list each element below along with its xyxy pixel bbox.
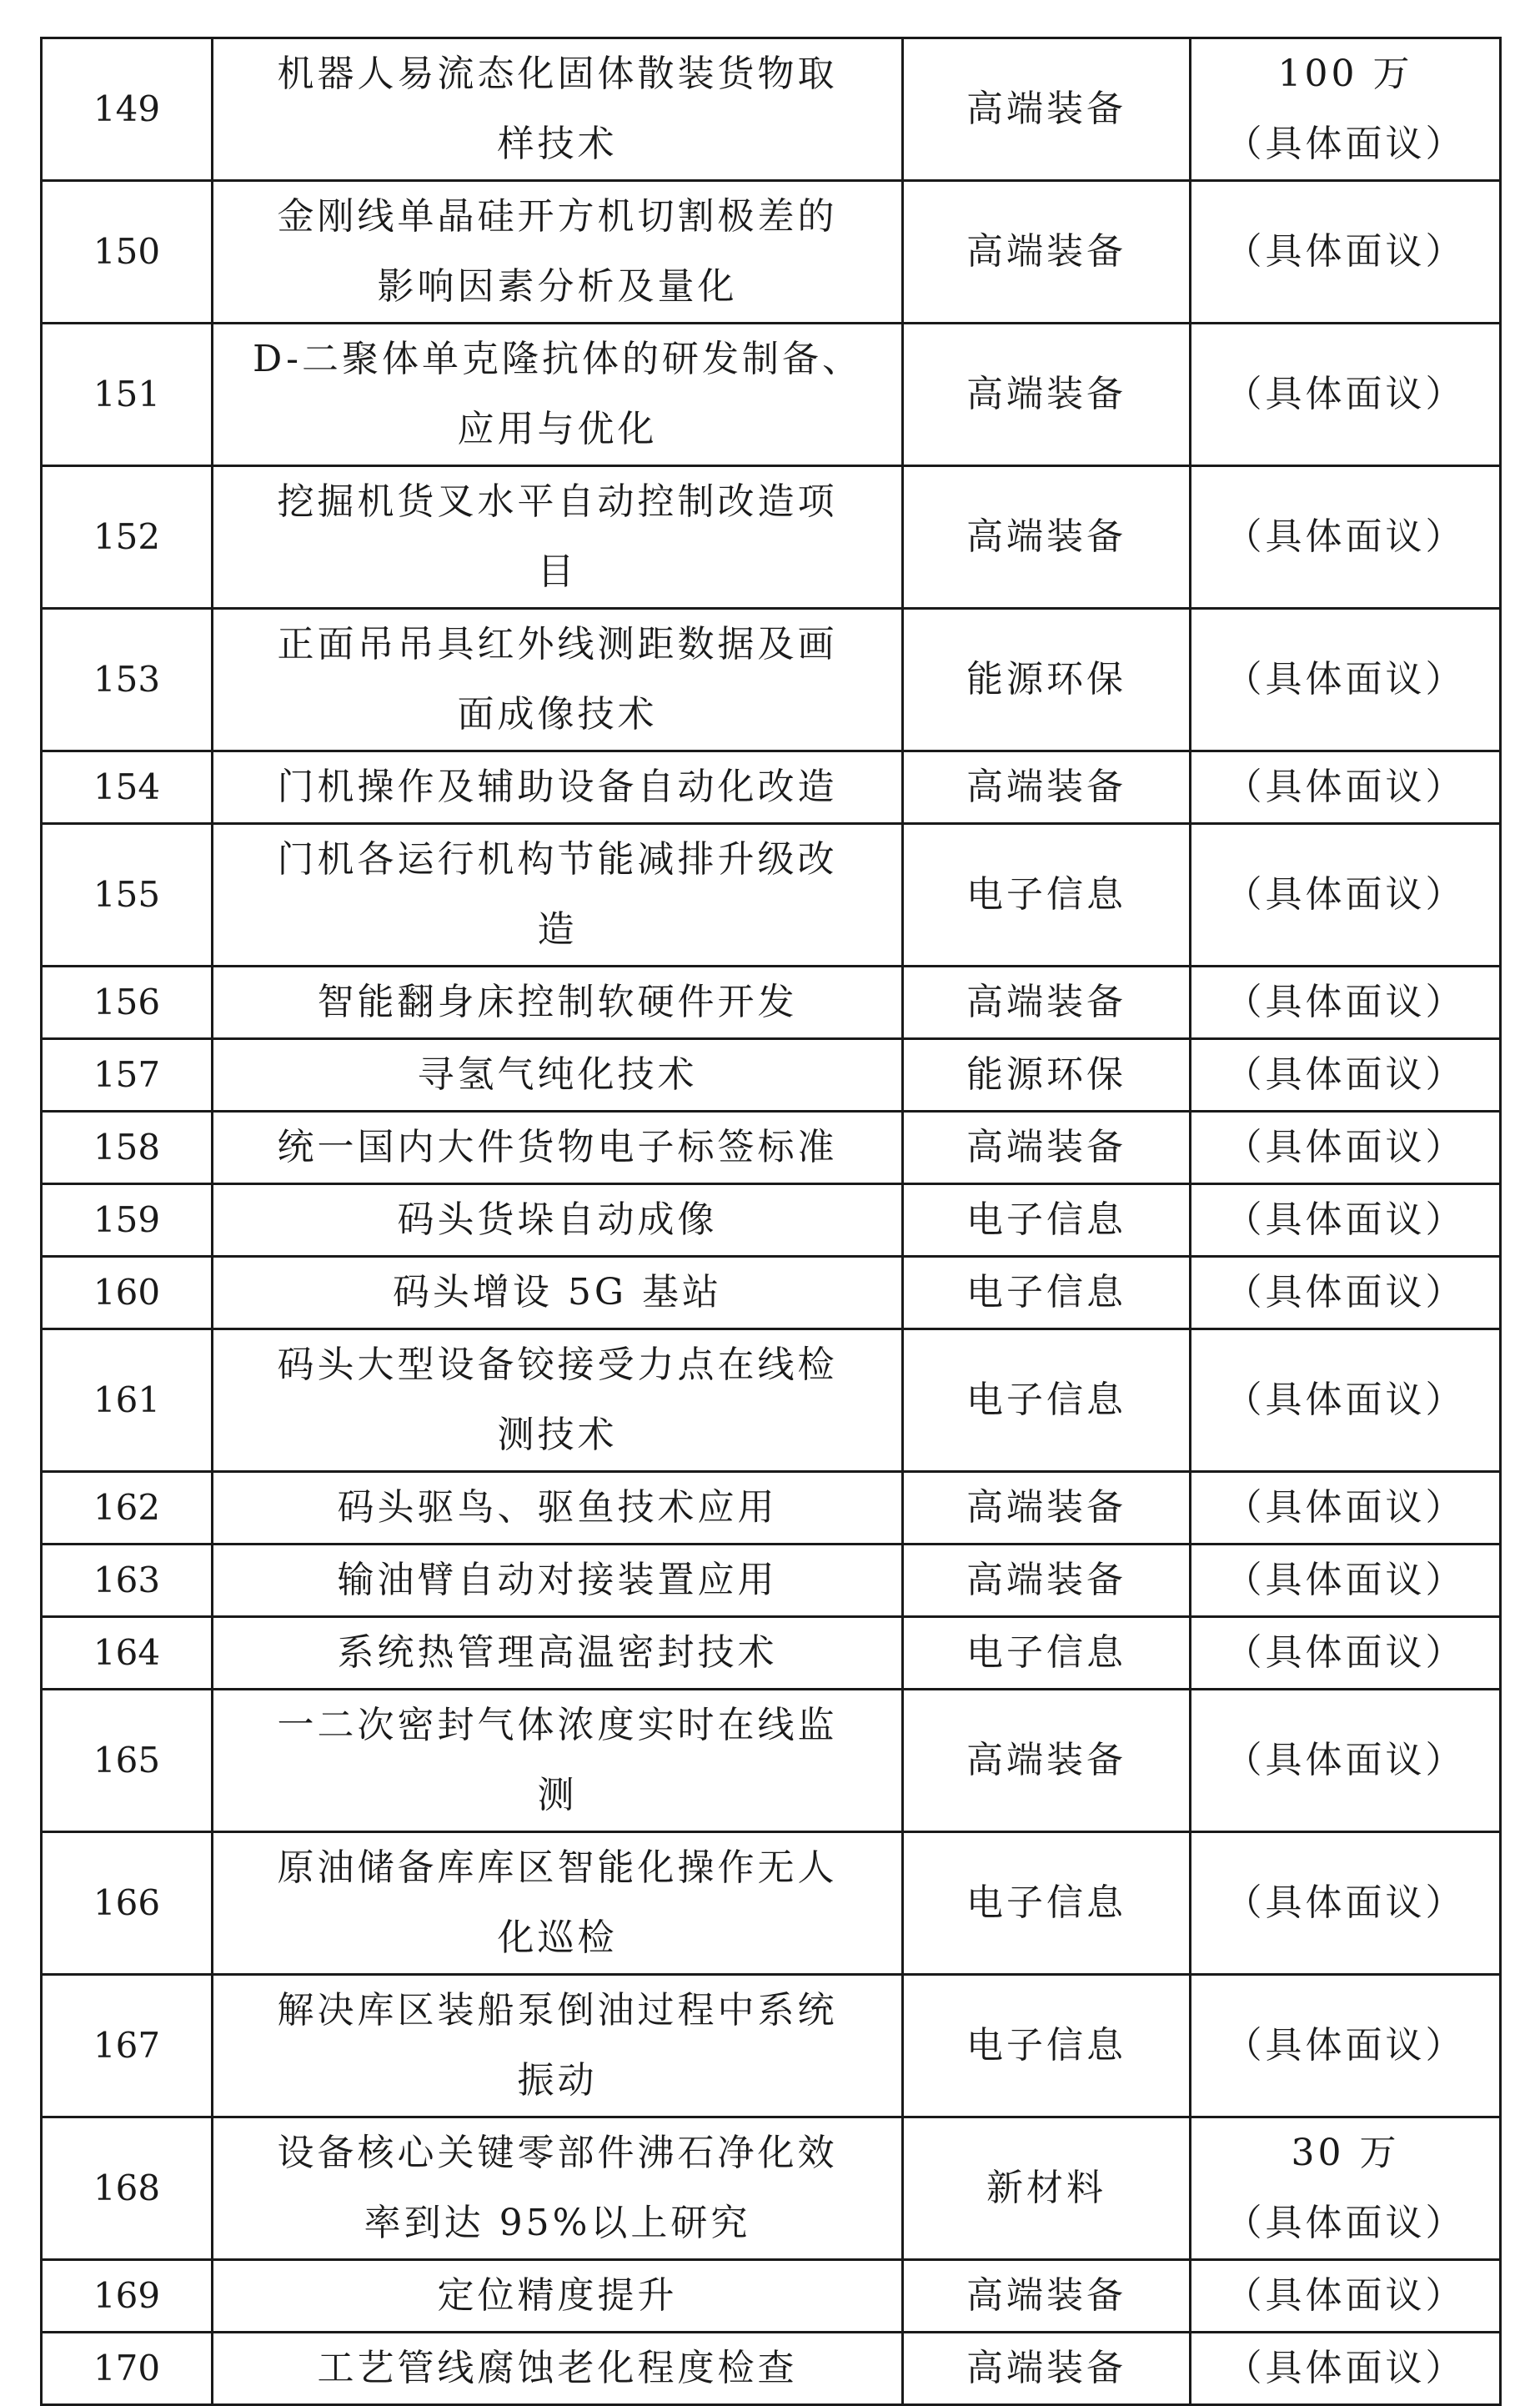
row-number: 163 — [42, 1545, 213, 1617]
project-name: D-二聚体单克隆抗体的研发制备、 应用与优化 — [213, 324, 903, 466]
project-amount: （具体面议） — [1191, 1545, 1501, 1617]
project-amount: （具体面议） — [1191, 2260, 1501, 2333]
project-amount: （具体面议） — [1191, 1184, 1501, 1257]
row-number: 168 — [42, 2117, 213, 2260]
project-field: 电子信息 — [903, 1257, 1191, 1329]
project-name: 正面吊吊具红外线测距数据及画 面成像技术 — [213, 609, 903, 751]
table-row — [42, 1545, 1501, 1617]
project-field: 高端装备 — [903, 2333, 1191, 2405]
table-row — [42, 967, 1501, 1039]
project-field: 能源环保 — [903, 1039, 1191, 1112]
project-name: 金刚线单晶硅开方机切割极差的 影响因素分析及量化 — [213, 181, 903, 324]
project-name: 码头驱鸟、驱鱼技术应用 — [213, 1472, 903, 1545]
project-name: 机器人易流态化固体散装货物取 样技术 — [213, 38, 903, 181]
project-amount: （具体面议） — [1191, 1112, 1501, 1184]
table-row — [42, 1690, 1501, 1832]
project-name: 输油臂自动对接装置应用 — [213, 1545, 903, 1617]
project-field: 高端装备 — [903, 38, 1191, 181]
project-field: 能源环保 — [903, 609, 1191, 751]
table-row — [42, 2333, 1501, 2405]
project-amount: （具体面议） — [1191, 1472, 1501, 1545]
project-name: 统一国内大件货物电子标签标准 — [213, 1112, 903, 1184]
project-name: 门机操作及辅助设备自动化改造 — [213, 751, 903, 824]
row-number: 157 — [42, 1039, 213, 1112]
project-name: 寻氢气纯化技术 — [213, 1039, 903, 1112]
project-field: 高端装备 — [903, 1112, 1191, 1184]
table-row — [42, 1617, 1501, 1690]
project-field: 电子信息 — [903, 1832, 1191, 1975]
table-row — [42, 466, 1501, 609]
table-row — [42, 1975, 1501, 2117]
project-amount: 100 万 （具体面议） — [1191, 38, 1501, 181]
row-number: 153 — [42, 609, 213, 751]
row-number: 159 — [42, 1184, 213, 1257]
project-name: 原油储备库库区智能化操作无人 化巡检 — [213, 1832, 903, 1975]
project-amount: （具体面议） — [1191, 324, 1501, 466]
project-name: 码头货垛自动成像 — [213, 1184, 903, 1257]
row-number: 158 — [42, 1112, 213, 1184]
project-name: 智能翻身床控制软硬件开发 — [213, 967, 903, 1039]
project-name: 工艺管线腐蚀老化程度检查 — [213, 2333, 903, 2405]
project-name: 解决库区装船泵倒油过程中系统 振动 — [213, 1975, 903, 2117]
row-number: 156 — [42, 967, 213, 1039]
project-amount: （具体面议） — [1191, 466, 1501, 609]
row-number: 166 — [42, 1832, 213, 1975]
row-number: 169 — [42, 2260, 213, 2333]
project-amount: 30 万 （具体面议） — [1191, 2117, 1501, 2260]
table-row — [42, 1472, 1501, 1545]
project-amount: （具体面议） — [1191, 1832, 1501, 1975]
project-table — [40, 37, 1502, 2406]
project-amount: （具体面议） — [1191, 609, 1501, 751]
table-row — [42, 751, 1501, 824]
table-row — [42, 609, 1501, 751]
table-row — [42, 824, 1501, 967]
project-amount: （具体面议） — [1191, 2333, 1501, 2405]
project-field: 高端装备 — [903, 751, 1191, 824]
project-name: 码头大型设备铰接受力点在线检 测技术 — [213, 1329, 903, 1472]
table-row — [42, 324, 1501, 466]
project-field: 高端装备 — [903, 466, 1191, 609]
project-field: 高端装备 — [903, 967, 1191, 1039]
project-amount: （具体面议） — [1191, 1617, 1501, 1690]
row-number: 160 — [42, 1257, 213, 1329]
table-row — [42, 2117, 1501, 2260]
project-name: 定位精度提升 — [213, 2260, 903, 2333]
project-field: 电子信息 — [903, 1617, 1191, 1690]
project-field: 高端装备 — [903, 1545, 1191, 1617]
row-number: 155 — [42, 824, 213, 967]
project-name: 设备核心关键零部件沸石净化效 率到达 95%以上研究 — [213, 2117, 903, 2260]
row-number: 167 — [42, 1975, 213, 2117]
project-amount: （具体面议） — [1191, 1690, 1501, 1832]
row-number: 162 — [42, 1472, 213, 1545]
table-row — [42, 38, 1501, 181]
project-name: 码头增设 5G 基站 — [213, 1257, 903, 1329]
row-number: 164 — [42, 1617, 213, 1690]
table-row — [42, 1112, 1501, 1184]
project-field: 高端装备 — [903, 181, 1191, 324]
project-name: 挖掘机货叉水平自动控制改造项 目 — [213, 466, 903, 609]
table-row — [42, 1329, 1501, 1472]
row-number: 151 — [42, 324, 213, 466]
project-field: 高端装备 — [903, 324, 1191, 466]
project-amount: （具体面议） — [1191, 1975, 1501, 2117]
project-amount: （具体面议） — [1191, 1329, 1501, 1472]
row-number: 170 — [42, 2333, 213, 2405]
project-amount: （具体面议） — [1191, 1039, 1501, 1112]
row-number: 165 — [42, 1690, 213, 1832]
row-number: 149 — [42, 38, 213, 181]
row-number: 150 — [42, 181, 213, 324]
project-amount: （具体面议） — [1191, 1257, 1501, 1329]
project-field: 高端装备 — [903, 2260, 1191, 2333]
row-number: 154 — [42, 751, 213, 824]
table-row — [42, 1832, 1501, 1975]
table-row — [42, 1257, 1501, 1329]
row-number: 152 — [42, 466, 213, 609]
table-body — [42, 38, 1501, 2405]
project-name: 门机各运行机构节能减排升级改 造 — [213, 824, 903, 967]
project-field: 新材料 — [903, 2117, 1191, 2260]
row-number: 161 — [42, 1329, 213, 1472]
project-name: 系统热管理高温密封技术 — [213, 1617, 903, 1690]
project-amount: （具体面议） — [1191, 751, 1501, 824]
project-name: 一二次密封气体浓度实时在线监 测 — [213, 1690, 903, 1832]
project-field: 电子信息 — [903, 1975, 1191, 2117]
project-field: 电子信息 — [903, 1184, 1191, 1257]
project-field: 电子信息 — [903, 1329, 1191, 1472]
project-field: 高端装备 — [903, 1690, 1191, 1832]
project-field: 高端装备 — [903, 1472, 1191, 1545]
project-amount: （具体面议） — [1191, 824, 1501, 967]
project-amount: （具体面议） — [1191, 181, 1501, 324]
table-row — [42, 1039, 1501, 1112]
table-row — [42, 1184, 1501, 1257]
table-row — [42, 181, 1501, 324]
project-field: 电子信息 — [903, 824, 1191, 967]
table-row — [42, 2260, 1501, 2333]
project-amount: （具体面议） — [1191, 967, 1501, 1039]
